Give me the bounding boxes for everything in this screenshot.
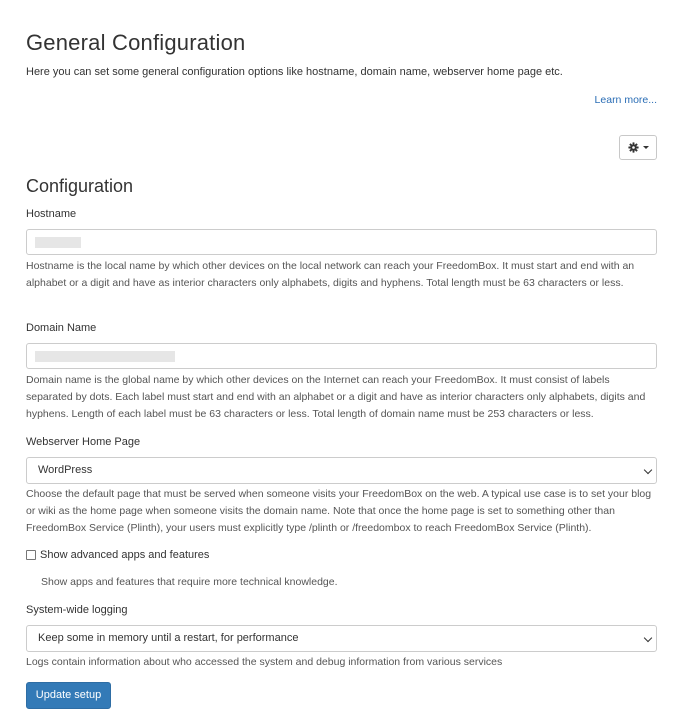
caret-down-icon [643,146,649,149]
domain-name-label: Domain Name [26,322,97,334]
advanced-features-label[interactable]: Show advanced apps and features [40,549,210,561]
domain-name-input[interactable] [26,343,657,369]
advanced-features-checkbox[interactable] [26,550,36,560]
home-page-selected: WordPress [38,464,93,476]
home-page-select[interactable] [26,457,657,484]
logging-help: Logs contain information about who accessed the system and debug information from various services [26,656,503,668]
advanced-features-row [26,549,209,561]
section-title: Configuration [26,176,134,196]
page-title: General Configuration [26,30,246,55]
update-setup-button[interactable]: Update setup [26,682,111,709]
home-page-label: Webserver Home Page [26,436,141,448]
hostname-label: Hostname [26,208,77,220]
learn-more-link[interactable]: Learn more... [594,94,657,106]
chevron-down-icon [644,466,652,474]
settings-dropdown-button[interactable] [619,135,657,160]
hostname-help: Hostname is the local name by which other devices on the local network can reach your FreedomBox. It must start and end with an alphabet or a digit and have as interior characters only alphabets, digits and hyphens. Total length must be 63 characters or less. [26,260,635,289]
redacted-value [35,237,81,248]
redacted-value [35,351,175,362]
chevron-down-icon [644,634,652,642]
hostname-input[interactable] [26,229,657,255]
logging-select[interactable] [26,625,657,652]
domain-name-help: Domain name is the global name by which other devices on the Internet can reach your FreedomBox. It must consist of labels separated by dots. Each label must start and end with an alphabet or a digit and have as interior characters only alphabets, digits and hyphens. Length of each label must be 63 characters or less. Total length of domain name must be 253 characters or less. [26,374,646,420]
home-page-help: Choose the default page that must be served when someone visits your FreedomBox on the web. A typical use case is to set your blog or wiki as the home page when someone visits the domain name. Note that once the home page is set to something other than FreedomBox Service (Plinth), your users must explicitly type /plinth or /freedombox to reach FreedomBox Service (Plinth). [26,488,652,534]
page-intro: Here you can set some general configuration options like hostname, domain name, webserver home page etc. [26,66,563,78]
advanced-features-help: Show apps and features that require more technical knowledge. [41,576,338,588]
logging-label: System-wide logging [26,604,128,616]
gear-icon [628,142,639,153]
logging-selected: Keep some in memory until a restart, for performance [38,632,299,644]
